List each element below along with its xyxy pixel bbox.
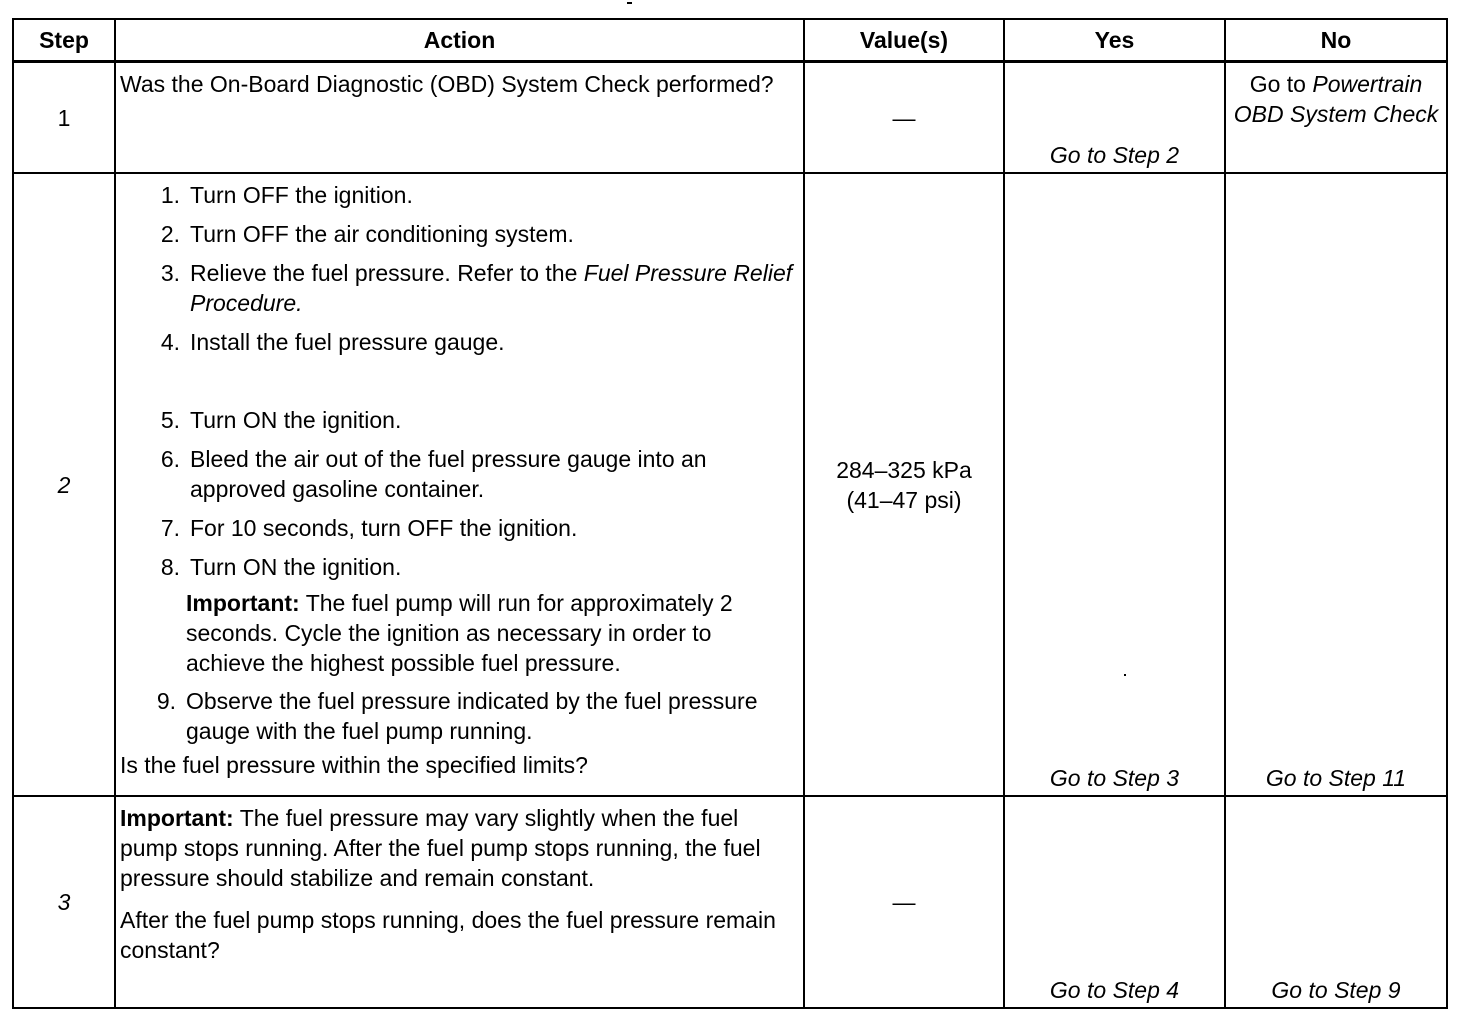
- value-kpa: 284–325 kPa: [836, 456, 972, 483]
- item-text: For 10 seconds, turn OFF the ignition.: [190, 515, 578, 541]
- yes-link[interactable]: Go to Step 2: [1004, 62, 1225, 174]
- action-cell: [115, 796, 804, 1008]
- list-item: [120, 180, 795, 210]
- item-text: Install the fuel pressure gauge.: [190, 329, 505, 355]
- item-suffix: .: [296, 290, 303, 316]
- value-cell: —: [804, 796, 1004, 1008]
- item-text: Relieve the fuel pressure. Refer to the: [190, 260, 584, 286]
- important-text: The fuel pressure may vary slightly when the fuel pump stops running. After the fuel pump stops running, the fuel pressure should stabilize and remain constant.: [120, 805, 761, 891]
- header-yes: Yes: [1004, 19, 1225, 62]
- table-row: [13, 62, 1447, 174]
- procedure-list: [120, 686, 795, 746]
- item-text: Turn OFF the ignition.: [190, 182, 413, 208]
- item-number: 8.: [160, 554, 180, 580]
- no-link[interactable]: Go to Step 9: [1225, 796, 1447, 1008]
- no-link[interactable]: Powertrain OBD System Check: [1233, 71, 1439, 127]
- list-item: [120, 444, 795, 504]
- item-number: 3.: [160, 260, 180, 286]
- no-prefix: Go to: [1249, 71, 1313, 97]
- item-text: Turn OFF the air conditioning system.: [190, 221, 574, 247]
- item-text: Turn ON the ignition.: [190, 407, 402, 433]
- list-item: [120, 327, 795, 357]
- item-text: Turn ON the ignition.: [190, 554, 402, 580]
- procedure-list: [120, 180, 795, 582]
- value-cell: —: [804, 62, 1004, 174]
- value-cell: [804, 173, 1004, 796]
- important-label: Important:: [186, 590, 300, 616]
- fuel-pressure-relief-link[interactable]: Fuel Pressure Relief Procedure: [190, 260, 793, 316]
- item-text: Bleed the air out of the fuel pressure gauge into an approved gasoline container.: [190, 446, 707, 502]
- item-number: 9.: [156, 688, 176, 714]
- step-number: 2: [13, 173, 115, 796]
- item-number: 5.: [160, 407, 180, 433]
- list-item: [120, 405, 795, 435]
- diagnostic-table: [12, 18, 1448, 1009]
- spacer: [120, 366, 795, 396]
- yes-link[interactable]: Go to Step 3: [1004, 173, 1225, 796]
- scan-mark: [627, 2, 632, 4]
- header-values: Value(s): [804, 19, 1004, 62]
- table-row: [13, 173, 1447, 796]
- question-text: Is the fuel pressure within the specified limits?: [120, 752, 588, 778]
- item-number: 4.: [160, 329, 180, 355]
- step-number: 1: [13, 62, 115, 174]
- item-number: 7.: [160, 515, 180, 541]
- item-number: 2.: [160, 221, 180, 247]
- value-psi: (41–47 psi): [846, 486, 962, 513]
- header-no: No: [1225, 19, 1447, 62]
- item-number: 6.: [160, 446, 180, 472]
- item-number: 1.: [160, 182, 180, 208]
- action-cell: [115, 173, 804, 796]
- important-text: The fuel pump will run for approximately 2 seconds. Cycle the ignition as necessary in order to achieve the highest possible fuel pressure.: [186, 590, 733, 676]
- action-text: Was the On-Board Diagnostic (OBD) System Check performed?: [120, 71, 774, 97]
- list-item: [120, 552, 795, 582]
- header-action: Action: [115, 19, 804, 62]
- list-item: [120, 686, 795, 746]
- important-note: [120, 803, 795, 893]
- table-row: [13, 796, 1447, 1008]
- list-item: [120, 513, 795, 543]
- no-link[interactable]: Go to Step 11: [1225, 173, 1447, 796]
- question-text: After the fuel pump stops running, does the fuel pressure remain constant?: [120, 907, 776, 963]
- important-note: [120, 588, 795, 678]
- action-cell: [115, 62, 804, 174]
- list-item: [120, 258, 795, 318]
- step-number: 3: [13, 796, 115, 1008]
- important-label: Important:: [120, 805, 234, 831]
- header-step: Step: [13, 19, 115, 62]
- header-row: [13, 19, 1447, 62]
- list-item: [120, 219, 795, 249]
- no-cell: [1225, 62, 1447, 174]
- item-text: Observe the fuel pressure indicated by the fuel pressure gauge with the fuel pump running.: [186, 688, 758, 744]
- yes-link[interactable]: Go to Step 4: [1004, 796, 1225, 1008]
